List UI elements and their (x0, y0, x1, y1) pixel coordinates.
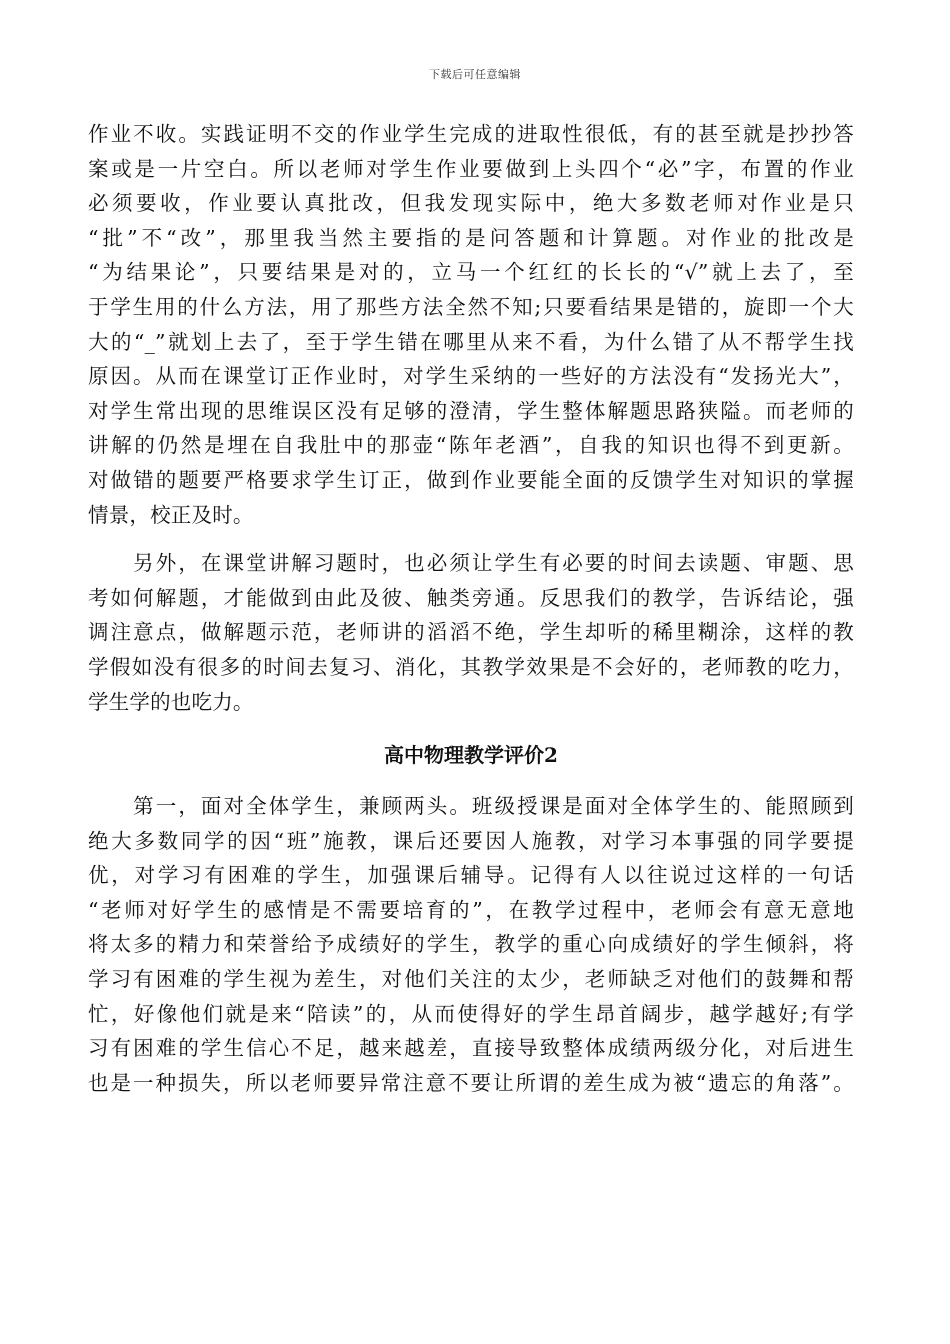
text-line: 大的“_”就划上去了，至于学生错在哪里从来不看，为什么错了从不帮学生找 (88, 329, 854, 354)
text-line: 讲解的仍然是埋在自我肚中的那壶“陈年老酒”，自我的知识也得不到更新。 (88, 433, 854, 458)
text-line: 学习有困难的学生视为差生，对他们关注的太少，老师缺乏对他们的鼓舞和帮 (88, 967, 854, 992)
text-line: “批”不“改”，那里我当然主要指的是问答题和计算题。对作业的批改是 (88, 225, 854, 250)
section-title: 高中物理教学评价2 (384, 743, 558, 768)
page-header-note: 下载后可任意编辑 (429, 68, 521, 81)
text-line: 作业不收。实践证明不交的作业学生完成的进取性很低，有的甚至就是抄抄答 (88, 122, 854, 146)
paragraph-gap (88, 532, 854, 546)
text-line: 忙，好像他们就是来“陪读”的，从而使得好的学生昂首阔步，越学越好;有学 (88, 1001, 854, 1026)
text-line: 原因。从而在课堂订正作业时，对学生采纳的一些好的方法没有“发扬光大”， (88, 364, 854, 389)
text-line: 情景，校正及时。 (88, 502, 254, 527)
text-line: 对做错的题要严格要求学生订正，做到作业要能全面的反馈学生对知识的掌握 (88, 467, 854, 492)
text-line: 对学生常出现的思维误区没有足够的澄清，学生整体解题思路狭隘。而老师的 (88, 398, 854, 423)
text-line: 于学生用的什么方法，用了那些方法全然不知;只要看结果是错的，旋即一个大 (88, 294, 854, 319)
document-body (88, 117, 854, 1100)
text-line: 调注意点，做解题示范，老师讲的滔滔不绝，学生却听的稀里糊涂，这样的教 (88, 620, 854, 645)
text-line: 将太多的精力和荣誉给予成绩好的学生，教学的重心向成绩好的学生倾斜，将 (88, 932, 854, 957)
text-line: 习有困难的学生信心不足，越来越差，直接导致整体成绩两级分化，对后进生 (88, 1036, 854, 1061)
paragraph-all-students (88, 789, 854, 1100)
text-line: 另外，在课堂讲解习题时，也必须让学生有必要的时间去读题、审题、思 (88, 551, 854, 576)
text-line: 考如何解题，才能做到由此及彼、触类旁通。反思我们的教学，告诉结论，强 (88, 585, 854, 610)
text-line: 也是一种损失，所以老师要异常注意不要让所谓的差生成为被“遗忘的角落”。 (88, 1070, 854, 1095)
text-line: “老师对好学生的感情是不需要培育的”，在教学过程中，老师会有意无意地 (88, 897, 854, 922)
text-line: 绝大多数同学的因“班”施教，课后还要因人施教，对学习本事强的同学要提 (88, 828, 854, 853)
paragraph-exercises (88, 546, 854, 719)
text-line: 必须要收，作业要认真批改，但我发现实际中，绝大多数老师对作业是只 (88, 191, 854, 216)
text-line: 优，对学习有困难的学生，加强课后辅导。记得有人以往说过这样的一句话 (88, 863, 854, 888)
paragraph-homework (88, 117, 854, 532)
text-line: 第一，面对全体学生，兼顾两头。班级授课是面对全体学生的、能照顾到 (88, 794, 854, 819)
text-line: “为结果论”，只要结果是对的，立马一个红红的长长的“√”就上去了，至 (88, 260, 854, 285)
text-line: 案或是一片空白。所以老师对学生作业要做到上头四个“必”字，布置的作业 (88, 156, 854, 181)
text-line: 学生学的也吃力。 (88, 689, 254, 714)
text-line: 学假如没有很多的时间去复习、消化，其教学效果是不会好的，老师教的吃力， (88, 654, 854, 679)
